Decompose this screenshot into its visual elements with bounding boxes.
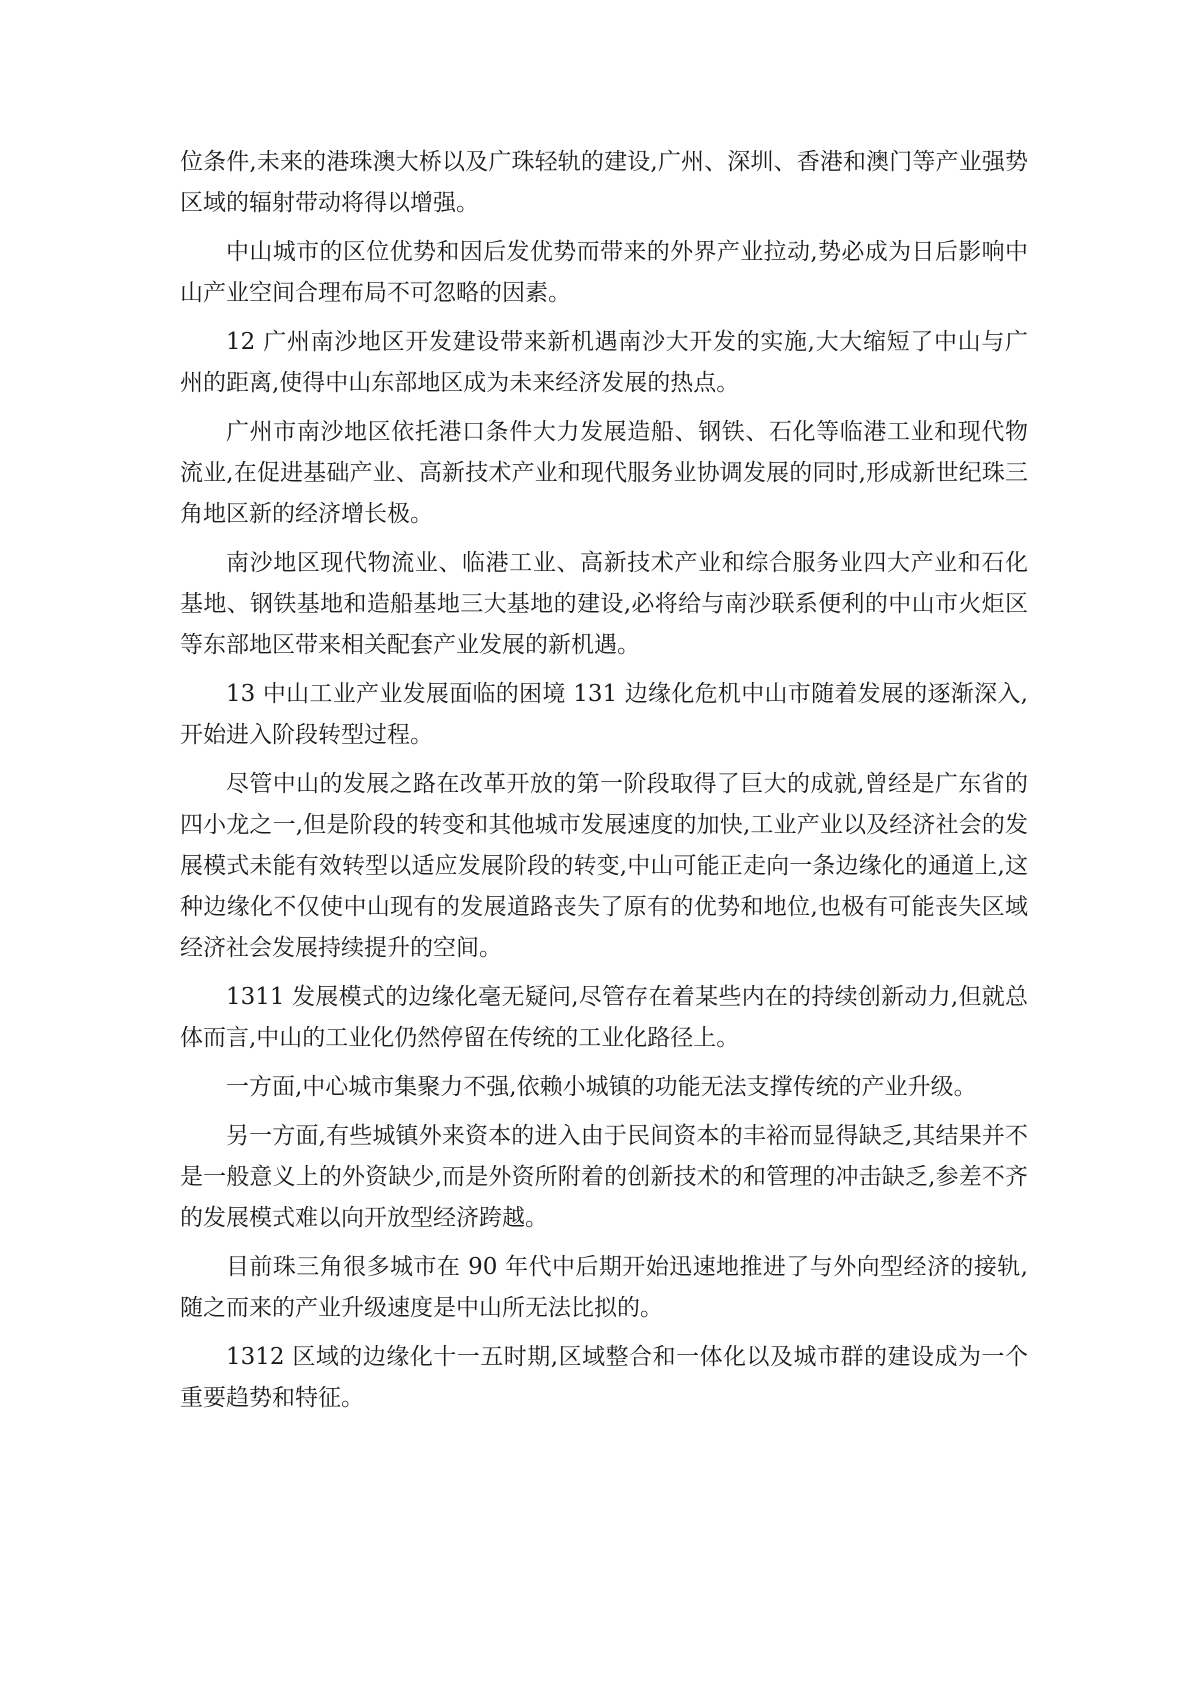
paragraph-section-1312: 1312 区域的边缘化十一五时期,区域整合和一体化以及城市群的建设成为一个重要趋势和特征。: [180, 1344, 1028, 1411]
paragraph-section-12: 12 广州南沙地区开发建设带来新机遇南沙大开发的实施,大大缩短了中山与广州的距离,使得中山东部地区成为未来经济发展的热点。: [180, 329, 1028, 396]
paragraph: 尽管中山的发展之路在改革开放的第一阶段取得了巨大的成就,曾经是广东省的四小龙之一,但是阶段的转变和其他城市发展速度的加快,工业产业以及经济社会的发展模式未能有效转型以适应发展阶段的转变,中山可能正走向一条边缘化的通道上,这种边缘化不仅使中山现有的发展道路丧失了原有的优势和地位,也极有可能丧失区域经济社会发展持续提升的空间。: [180, 771, 1028, 961]
paragraph: 一方面,中心城市集聚力不强,依赖小城镇的功能无法支撑传统的产业升级。: [226, 1074, 977, 1100]
paragraph-continued: 位条件,未来的港珠澳大桥以及广珠轻轨的建设,广州、深圳、香港和澳门等产业强势区域的辐射带动将得以增强。: [180, 149, 1028, 216]
paragraph-section-1311: 1311 发展模式的边缘化毫无疑问,尽管存在着某些内在的持续创新动力,但就总体而言,中山的工业化仍然停留在传统的工业化路径上。: [180, 984, 1028, 1051]
paragraph: 目前珠三角很多城市在 90 年代中后期开始迅速地推进了与外向型经济的接轨,随之而来的产业升级速度是中山所无法比拟的。: [180, 1254, 1028, 1321]
paragraph: 广州市南沙地区依托港口条件大力发展造船、钢铁、石化等临港工业和现代物流业,在促进基础产业、高新技术产业和现代服务业协调发展的同时,形成新世纪珠三角地区新的经济增长极。: [180, 419, 1028, 527]
paragraph: 南沙地区现代物流业、临港工业、高新技术产业和综合服务业四大产业和石化基地、钢铁基地和造船基地三大基地的建设,必将给与南沙联系便利的中山市火炬区等东部地区带来相关配套产业发展的新机遇。: [180, 550, 1028, 658]
paragraph-section-13: 13 中山工业产业发展面临的困境 131 边缘化危机中山市随着发展的逐渐深入,开始进入阶段转型过程。: [180, 681, 1028, 748]
document-body: [180, 142, 1028, 1427]
paragraph: 另一方面,有些城镇外来资本的进入由于民间资本的丰裕而显得缺乏,其结果并不是一般意义上的外资缺少,而是外资所附着的创新技术的和管理的冲击缺乏,参差不齐的发展模式难以向开放型经济跨越。: [180, 1123, 1028, 1231]
paragraph: 中山城市的区位优势和因后发优势而带来的外界产业拉动,势必成为日后影响中山产业空间合理布局不可忽略的因素。: [180, 239, 1028, 306]
